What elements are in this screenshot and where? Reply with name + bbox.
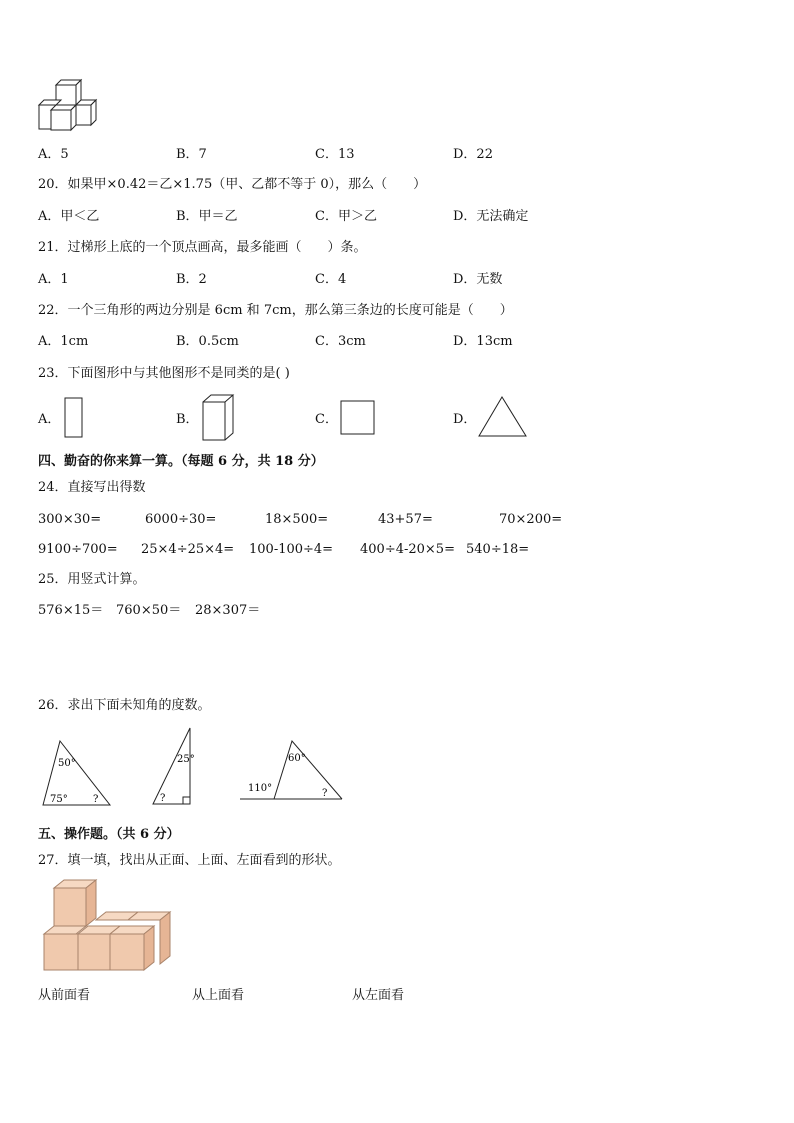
q19-option-b[interactable]: B．7 [176,147,207,162]
q21-question: 21．过梯形上底的一个顶点画高，最多能画（ ）条。 [38,240,367,255]
q22-question: 22．一个三角形的两边分别是 6cm 和 7cm，那么第三条边的长度可能是（ ） [38,303,513,318]
q20-option-d[interactable]: D．无法确定 [453,209,529,224]
square-shape [340,400,376,436]
q26-question: 26．求出下面未知角的度数。 [38,698,211,713]
q24-question: 24．直接写出得数 [38,480,146,495]
q23-question: 23．下面图形中与其他图形不是同类的是( ) [38,366,290,381]
cube-assembly-figure [40,880,172,974]
tri2-angle-a: 25° [177,754,195,765]
tri2-unknown: ? [160,793,166,804]
q24-item: 6000÷30= [145,512,217,527]
q24-item: 43+57= [378,512,433,527]
tri3-angle-a: 60° [288,753,306,764]
q23-option-b[interactable]: B． [176,412,199,427]
q22-option-d[interactable]: D．13cm [453,334,513,349]
q22-option-c[interactable]: C．3cm [315,334,366,349]
view-top-label: 从上面看 [192,988,245,1003]
q24-item: 25×4÷25×4= [141,542,235,557]
q23-option-c[interactable]: C． [315,412,338,427]
q21-option-b[interactable]: B．2 [176,272,207,287]
q25-item: 28×307＝ [195,603,261,618]
q21-option-a[interactable]: A．1 [38,272,69,287]
tri3-unknown: ? [322,788,328,799]
triangle-shape [478,396,528,438]
tri1-unknown: ? [93,794,99,805]
q20-option-c[interactable]: C．甲＞乙 [315,209,377,224]
triangle-2-figure [150,726,196,808]
q24-item: 70×200= [499,512,563,527]
view-left-label: 从左面看 [352,988,405,1003]
q25-item: 576×15＝ [38,603,104,618]
q25-question: 25．用竖式计算。 [38,572,146,587]
q24-item: 18×500= [265,512,329,527]
q19-option-d[interactable]: D．22 [453,147,493,162]
triangle-1-figure [40,738,114,810]
section-5-title: 五、操作题。（共 6 分） [38,827,180,842]
q24-item: 9100÷700= [38,542,118,557]
q23-option-a[interactable]: A． [38,412,61,427]
q23-option-d[interactable]: D． [453,412,477,427]
tri1-angle-a: 50° [58,758,76,769]
q25-item: 760×50＝ [116,603,182,618]
q21-option-d[interactable]: D．无数 [453,272,503,287]
cuboid-shape [201,393,235,443]
section-4-title: 四、勤奋的你来算一算。（每题 6 分，共 18 分） [38,454,324,469]
q20-option-a[interactable]: A．甲＜乙 [38,209,100,224]
tri1-angle-b: 75° [50,794,68,805]
tri3-angle-b: 110° [248,783,273,794]
view-front-label: 从前面看 [38,988,91,1003]
q24-item: 400÷4-20×5= [360,542,455,557]
cube-stack-figure [36,80,102,132]
rectangle-shape [64,397,84,439]
q24-item: 300×30= [38,512,102,527]
q21-option-c[interactable]: C．4 [315,272,347,287]
q22-option-b[interactable]: B．0.5cm [176,334,239,349]
q22-option-a[interactable]: A．1cm [38,334,89,349]
triangle-3-figure [238,738,346,802]
q24-item: 540÷18= [466,542,530,557]
q27-question: 27．填一填，找出从正面、上面、左面看到的形状。 [38,853,341,868]
q24-item: 100-100÷4= [249,542,334,557]
q19-option-c[interactable]: C．13 [315,147,355,162]
q19-option-a[interactable]: A．5 [38,147,69,162]
q20-option-b[interactable]: B．甲＝乙 [176,209,238,224]
q20-question: 20．如果甲×0.42＝乙×1.75（甲、乙都不等于 0），那么（ ） [38,177,427,192]
